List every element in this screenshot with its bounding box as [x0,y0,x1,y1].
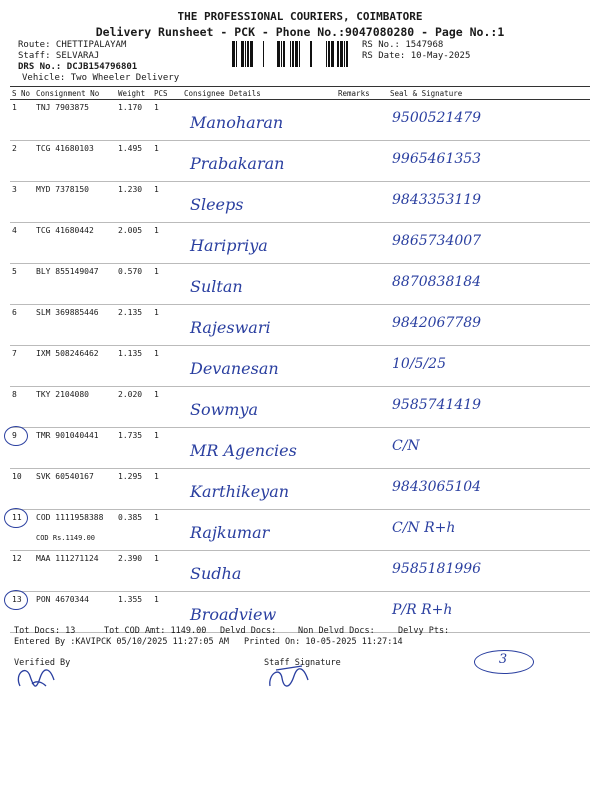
barcode-bar [250,41,253,67]
table-header-row [10,87,590,100]
barcode-bar [236,41,237,67]
runsheet-table [10,86,590,633]
serial-number-cell [10,141,34,182]
consignee-name-cell [182,223,336,264]
barcode-bar [247,41,249,67]
pieces-cell [152,469,182,510]
route-label: Route: CHETTIPALAYAM [18,40,127,50]
serial-number: 5 [12,267,17,276]
seal-signature: 10/5/25 [392,356,446,372]
pieces: 1 [154,513,159,522]
barcode-bar [290,41,291,67]
consignee-name-cell [182,428,336,469]
seal-signature-cell [388,182,590,223]
table-body [10,100,590,633]
serial-number-cell [10,387,34,428]
consignee-name: Devanesan [190,359,279,378]
weight-cell [116,141,152,182]
consignment-number: TCG 41680442 [36,226,94,235]
weight: 1.170 [118,103,143,112]
seal-signature-cell [388,551,590,592]
seal-signature-cell [388,469,590,510]
seal-signature: 9585181996 [392,561,482,577]
column-header: S No [10,87,34,100]
total-cod-amount: Tot COD Amt: 1149.00 [104,626,207,636]
pieces-cell [152,141,182,182]
pieces: 1 [154,185,159,194]
weight: 2.005 [118,226,143,235]
serial-number: 12 [12,554,22,563]
remarks-cell [336,141,388,182]
weight-cell [116,387,152,428]
serial-number: 13 [12,595,22,604]
staff-signature-scribble [262,660,322,694]
consignee-name-cell [182,551,336,592]
consignment-number-cell [34,182,116,223]
weight-cell [116,510,152,551]
weight: 0.385 [118,513,143,522]
pieces-cell [152,182,182,223]
delivered-docs: Delvd Docs: [220,626,277,636]
column-header: Consignee Details [182,87,336,100]
seal-signature-cell [388,100,590,141]
seal-signature: 9500521479 [392,110,482,126]
table-row [10,182,590,223]
consignment-number-cell [34,387,116,428]
consignment-number: TMR 901040441 [36,431,99,440]
consignment-number: SLM 369885446 [36,308,99,317]
remarks-cell [336,182,388,223]
seal-signature-cell [388,264,590,305]
pieces: 1 [154,390,159,399]
pieces-cell [152,264,182,305]
delivery-points: Delvy Pts: [398,626,450,636]
remarks-cell [336,223,388,264]
entered-by: Entered By :KAVIPCK 05/10/2025 11:27:05 AM [14,637,229,647]
barcode-bar [326,41,327,67]
pieces: 1 [154,554,159,563]
consignee-name: Sudha [190,564,242,583]
barcode-bar [340,41,343,67]
barcode-bar [283,41,285,67]
seal-signature-cell [388,510,590,551]
table-row [10,428,590,469]
consignment-number: BLY 855149047 [36,267,99,276]
consignee-name-cell [182,141,336,182]
consignment-number: TKY 2104080 [36,390,89,399]
table-row [10,100,590,141]
weight: 1.135 [118,349,143,358]
table-row [10,305,590,346]
column-header: Consignment No [34,87,116,100]
runsheet-title: Delivery Runsheet - PCK - Phone No.:9047080280 - Page No.:1 [95,25,505,39]
consignee-name-cell [182,100,336,141]
consignment-number-cell [34,223,116,264]
serial-number-cell [10,305,34,346]
barcode-bar [241,41,244,67]
barcode-image [232,41,350,67]
weight: 2.390 [118,554,143,563]
column-header: Seal & Signature [388,87,590,100]
barcode-bar [346,41,348,67]
table-row [10,141,590,182]
weight: 1.295 [118,472,143,481]
pieces: 1 [154,267,159,276]
pieces-cell [152,305,182,346]
pieces: 1 [154,103,159,112]
serial-number: 6 [12,308,17,317]
page-mark: 3 [498,652,508,667]
weight: 2.020 [118,390,143,399]
seal-signature: C/N R+h [392,520,456,536]
weight-cell [116,182,152,223]
drs-label: DRS No.: [18,62,62,72]
weight: 1.355 [118,595,143,604]
weight: 1.735 [118,431,143,440]
barcode-bar [295,41,298,67]
serial-number: 8 [12,390,17,399]
column-header: PCS [152,87,182,100]
seal-signature-cell [388,387,590,428]
serial-circle-mark [4,508,28,528]
serial-number: 9 [12,431,17,440]
table-row [10,551,590,592]
seal-signature-cell [388,305,590,346]
seal-signature: 8870838184 [392,274,482,290]
serial-number-cell [10,100,34,141]
rs-date: RS Date: 10-May-2025 [362,51,471,61]
pieces: 1 [154,472,159,481]
seal-signature: C/N [392,438,420,454]
remarks-cell [336,428,388,469]
pieces-cell [152,428,182,469]
serial-number: 11 [12,513,22,522]
pieces: 1 [154,595,159,604]
barcode-bar [245,41,246,67]
seal-signature-cell [388,428,590,469]
remarks-cell [336,469,388,510]
drs-value: DCJB154796801 [66,62,138,72]
table-row [10,346,590,387]
remarks-cell [336,264,388,305]
weight-cell [116,551,152,592]
weight-cell [116,264,152,305]
company-name: THE PROFESSIONAL COURIERS, COIMBATORE [177,10,423,23]
weight: 1.230 [118,185,143,194]
seal-signature-cell [388,141,590,182]
verified-by-label: Verified By [14,658,71,668]
printed-on: Printed On: 10-05-2025 11:27:14 [244,637,403,647]
pieces-cell [152,223,182,264]
barcode-bar [292,41,294,67]
weight-cell [116,428,152,469]
weight: 2.135 [118,308,143,317]
seal-signature: P/R R+h [392,602,453,618]
serial-circle-mark [4,590,28,610]
table-row [10,387,590,428]
column-header: Weight [116,87,152,100]
table-row [10,264,590,305]
seal-signature: 9843353119 [392,192,482,208]
consignee-name: Sultan [190,277,243,296]
consignment-number-cell [34,100,116,141]
consignee-name-cell [182,346,336,387]
seal-signature: 9842067789 [392,315,482,331]
seal-signature-cell [388,223,590,264]
barcode-bar [232,41,235,67]
consignment-number-cell [34,305,116,346]
consignee-name-cell [182,387,336,428]
total-docs: Tot Docs: 13 [14,626,76,636]
consignee-name: MR Agencies [190,441,297,460]
pieces: 1 [154,144,159,153]
verified-signature-scribble [10,660,70,694]
vehicle-label: Vehicle: Two Wheeler Delivery [22,73,180,83]
consignment-number: MAA 111271124 [36,554,99,563]
consignment-number: COD 1111958388 [36,513,104,522]
cod-note: COD Rs.1149.00 [36,534,96,542]
serial-number: 7 [12,349,17,358]
pieces-cell [152,551,182,592]
remarks-cell [336,305,388,346]
seal-signature: 9585741419 [392,397,482,413]
consignee-name: Rajeswari [190,318,271,337]
seal-signature-cell [388,346,590,387]
serial-number-cell [10,346,34,387]
consignee-name: Manoharan [190,113,284,132]
consignee-name: Haripriya [190,236,268,255]
consignment-number: PON 4670344 [36,595,89,604]
consignment-number-cell [34,141,116,182]
remarks-cell [336,510,388,551]
consignee-name: Sleeps [190,195,244,214]
consignment-number-cell [34,264,116,305]
staff-signature-label: Staff Signature [264,658,341,668]
pieces: 1 [154,308,159,317]
consignment-number: MYD 7378150 [36,185,89,194]
pieces: 1 [154,431,159,440]
barcode-bar [331,41,334,67]
barcode-bar [310,41,312,67]
pieces: 1 [154,349,159,358]
remarks-cell [336,100,388,141]
consignment-number-cell [34,428,116,469]
seal-signature: 9843065104 [392,479,482,495]
serial-number-cell [10,469,34,510]
barcode-bar [344,41,345,67]
consignee-name: Karthikeyan [190,482,290,501]
seal-signature: 9865734007 [392,233,482,249]
pieces: 1 [154,226,159,235]
barcode-bar [277,41,280,67]
serial-number: 3 [12,185,17,194]
drs-number [18,62,137,72]
consignment-number-cell [34,551,116,592]
pieces-cell [152,100,182,141]
serial-number-cell [10,510,34,551]
serial-number-cell [10,223,34,264]
staff-label: Staff: SELVARAJ [18,51,100,61]
serial-number-cell [10,182,34,223]
consignee-name-cell [182,510,336,551]
barcode-bar [328,41,330,67]
pieces-cell [152,387,182,428]
consignment-number: TCG 41680103 [36,144,94,153]
serial-number-cell [10,264,34,305]
non-delivered-docs: Non Delvd Docs: [298,626,375,636]
barcode-bar [281,41,282,67]
consignee-name-cell [182,305,336,346]
table-row [10,223,590,264]
serial-number: 10 [12,472,22,481]
weight-cell [116,305,152,346]
consignment-number: IXM 508246462 [36,349,99,358]
serial-circle-mark [4,426,28,446]
consignment-number-cell [34,346,116,387]
weight-cell [116,469,152,510]
weight: 0.570 [118,267,143,276]
remarks-cell [336,387,388,428]
weight-cell [116,346,152,387]
column-header: Remarks [336,87,388,100]
consignee-name: Prabakaran [190,154,285,173]
consignment-number: SVK 60540167 [36,472,94,481]
rs-number: RS No.: 1547968 [362,40,444,50]
consignee-name: Rajkumar [190,523,270,542]
serial-number: 2 [12,144,17,153]
weight-cell [116,100,152,141]
consignee-name-cell [182,182,336,223]
weight-cell [116,223,152,264]
consignee-name-cell [182,469,336,510]
serial-number: 1 [12,103,17,112]
consignee-name: Sowmya [190,400,259,419]
consignment-number: TNJ 7903875 [36,103,89,112]
weight: 1.495 [118,144,143,153]
consignee-name: Broadview [190,605,277,624]
pieces-cell [152,510,182,551]
table-row [10,469,590,510]
barcode-bar [337,41,339,67]
consignee-name-cell [182,264,336,305]
seal-signature: 9965461353 [392,151,482,167]
serial-number-cell [10,551,34,592]
remarks-cell [336,551,388,592]
consignment-number-cell [34,510,116,551]
remarks-cell [336,346,388,387]
barcode-bar [263,41,264,67]
serial-number-cell [10,428,34,469]
consignment-number-cell [34,469,116,510]
barcode-bar [299,41,300,67]
table-row [10,510,590,551]
serial-number: 4 [12,226,17,235]
pieces-cell [152,346,182,387]
